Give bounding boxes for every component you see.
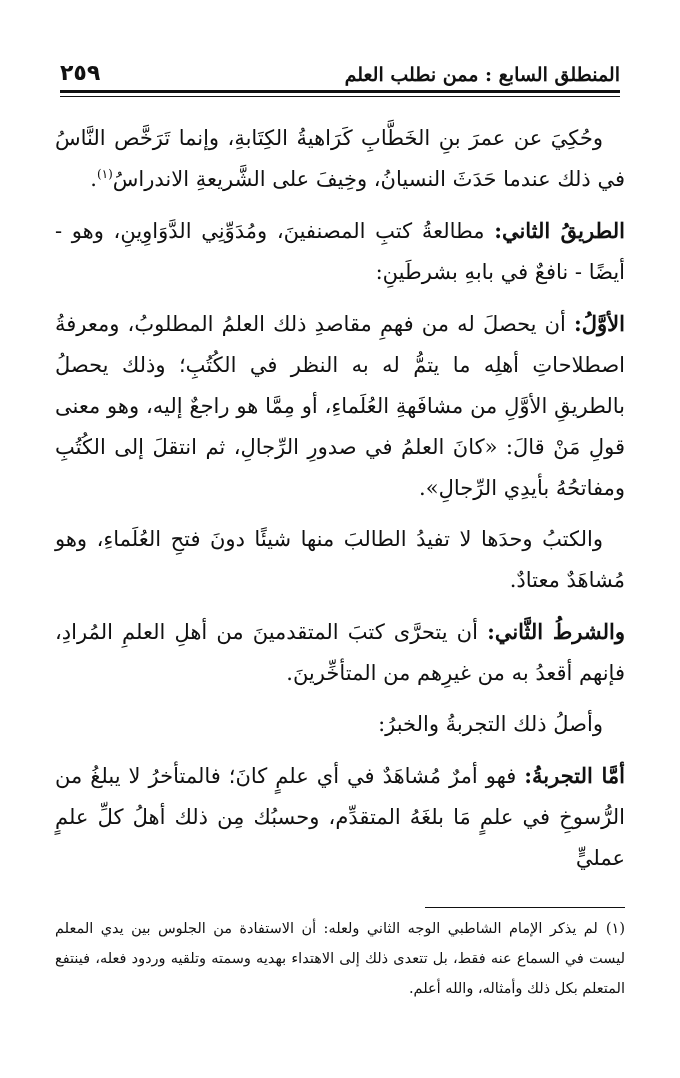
footnote-number: (١) bbox=[605, 921, 625, 937]
paragraph-lead: أمَّا التجربةُ: bbox=[524, 763, 625, 788]
paragraph-lead: الطريقُ الثاني: bbox=[494, 218, 625, 243]
footnotes bbox=[55, 914, 625, 1004]
footnote-text: لم يذكر الإمام الشاطبي الوجه الثاني ولعله: أن الاستفادة من الجلوس بين يدي المعلم ليست في السماع عنه فقط، بل تتعدى ذلك إلى الاهتداء بهديه وسمته وتلقيه وردود فعله، فينتفع المتعلم بكل ذلك وأمثاله، والله أعلم. bbox=[55, 921, 625, 997]
paragraph-2: الطريقُ الثاني: مطالعةُ كتبِ المصنفينَ، ومُدَوِّنِي الدَّوَاوِينِ، وهو - أيضًا - نافعٌ في بابهِ بشرطَينِ: bbox=[55, 218, 625, 284]
header-rule-thin bbox=[60, 96, 620, 97]
running-title: المنطلق السابع : ممن نطلب العلم bbox=[344, 64, 620, 86]
paragraph-4: والكتبُ وحدَها لا تفيدُ الطالبَ منها شيئًا دونَ فتحِ العُلَماءِ، وهو مُشاهَدٌ معتادٌ. bbox=[55, 527, 625, 592]
paragraph-3: الأوَّلُ: أن يحصلَ له من فهمِ مقاصدِ ذلك العلمُ المطلوبُ، ومعرفةُ اصطلاحاتِ أهلِه ما يتمُّ له به النظر في الكُتُبِ؛ وذلك يحصلُ بالطريقِ الأوَّلِ من مشافَهةِ العُلَماءِ، أو مِمَّا هو راجعٌ إليه، وهو معنى قولِ مَنْ قالَ: «كانَ العلمُ في صدورِ الرِّجالِ، ثم انتقلَ إلى الكُتُبِ ومفاتحُهُ بأيدِي الرِّجالِ». bbox=[55, 311, 625, 500]
page-header bbox=[60, 52, 620, 86]
paragraph-lead: الأوَّلُ: bbox=[574, 311, 625, 336]
paragraph-1: وحُكِيَ عن عمرَ بنِ الخَطَّابِ كَرَاهيةُ الكِتَابةِ، وإنما تَرَخَّص النَّاسُ في ذلك عندما حَدَثَ النسيانُ، وخِيفَ على الشَّريعةِ الاندراسُ$^{(١)}$. bbox=[55, 126, 625, 191]
paragraph-5: والشرطُ الثَّاني: أن يتحرَّى كتبَ المتقدمينَ من أهلِ العلمِ المُرادِ، فإنهم أقعدُ به من غيرِهم من المتأخِّرينَ. bbox=[55, 619, 625, 685]
header-rule-thick bbox=[60, 90, 620, 93]
paragraph-lead: والشرطُ الثَّاني: bbox=[487, 619, 625, 644]
footnote-1 bbox=[55, 914, 625, 1004]
paragraph-6: وأصلُ ذلك التجربةُ والخبرُ: bbox=[378, 712, 603, 736]
footnote-marker[interactable]: (١) bbox=[96, 167, 113, 181]
paragraph-7: أمَّا التجربةُ: فهو أمرٌ مُشاهَدٌ في أي علمٍ كانَ؛ فالمتأخرُ لا يبلغُ من الرُّسوخِ في علمٍ مَا بلغَهُ المتقدِّم، وحسبُك مِن ذلك أهلُ كلِّ علمٍ عمليٍّ bbox=[55, 763, 625, 870]
page-number: ٢٥٩ bbox=[60, 61, 101, 86]
body-text bbox=[55, 118, 625, 889]
footnote-rule bbox=[425, 907, 625, 908]
